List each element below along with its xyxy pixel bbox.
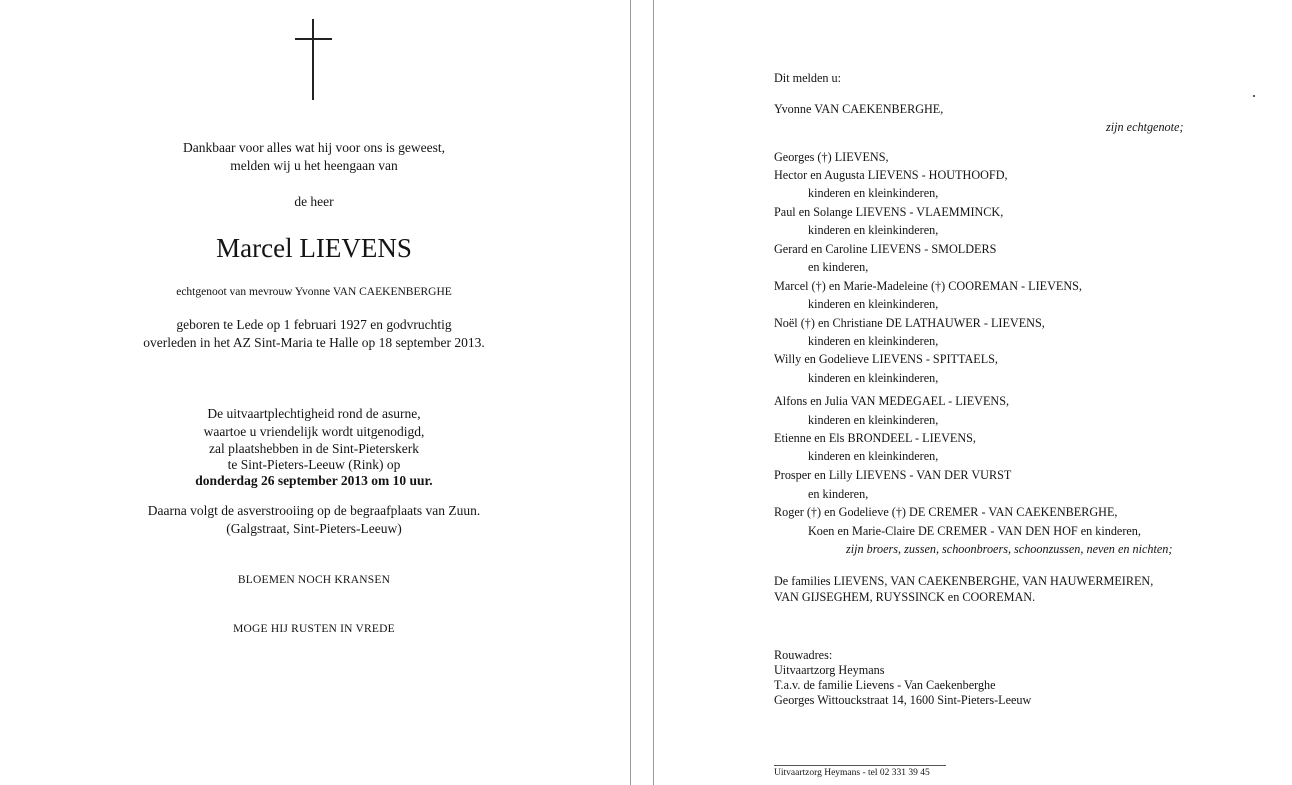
scan-speck bbox=[1253, 95, 1255, 97]
family-descendants: kinderen en kleinkinderen, bbox=[808, 449, 939, 463]
family-descendants: kinderen en kleinkinderen, bbox=[808, 371, 939, 385]
cross-icon bbox=[312, 19, 314, 100]
after-line: Daarna volgt de asverstrooiing op de begraafplaats van Zuun. bbox=[147, 503, 481, 518]
birth-line: geboren te Lede op 1 februari 1927 en godvruchtig bbox=[176, 317, 452, 332]
address-line: T.a.v. de familie Lievens - Van Caekenberghe bbox=[774, 678, 996, 692]
family-descendants: en kinderen, bbox=[808, 260, 869, 274]
intro-line: melden wij u het heengaan van bbox=[230, 158, 398, 173]
after-line: (Galgstraat, Sint-Pieters-Leeuw) bbox=[226, 521, 402, 536]
family-member: Alfons en Julia VAN MEDEGAEL - LIEVENS, bbox=[774, 394, 1010, 408]
family-role: zijn broers, zussen, schoonbroers, schoonzussen, neven en nichten; bbox=[846, 542, 1173, 556]
spouse-line: echtgenoot van mevrouw Yvonne VAN CAEKENBERGHE bbox=[176, 286, 452, 298]
death-line: overleden in het AZ Sint-Maria te Halle op 18 september 2013. bbox=[143, 335, 485, 350]
intro-line: Dankbaar voor alles wat hij voor ons is geweest, bbox=[182, 140, 446, 155]
family-descendants: kinderen en kleinkinderen, bbox=[808, 334, 939, 348]
family-descendants: en kinderen, bbox=[808, 487, 869, 501]
family-member: Georges (†) LIEVENS, bbox=[774, 150, 889, 164]
fold-line bbox=[630, 0, 631, 785]
family-member: Roger (†) en Godelieve (†) DE CREMER - VAN CAEKENBERGHE, bbox=[774, 505, 1118, 519]
family-member: Willy en Godelieve LIEVENS - SPITTAELS, bbox=[774, 352, 998, 366]
ceremony-line: De uitvaartplechtigheid rond de asurne, bbox=[207, 406, 421, 421]
family-member: Marcel (†) en Marie-Madeleine (†) COOREMAN - LIEVENS, bbox=[774, 279, 1082, 293]
family-descendants: Koen en Marie-Claire DE CREMER - VAN DEN HOF en kinderen, bbox=[808, 524, 1141, 538]
address-label: Rouwadres: bbox=[774, 648, 833, 662]
honorific: de heer bbox=[294, 194, 334, 209]
fold-line bbox=[653, 0, 654, 785]
announcement-heading: Dit melden u: bbox=[774, 71, 842, 85]
families-line: VAN GIJSEGHEM, RUYSSINCK en COOREMAN. bbox=[774, 590, 1036, 604]
left-page bbox=[0, 0, 628, 785]
families-line: De families LIEVENS, VAN CAEKENBERGHE, VAN HAUWERMEIREN, bbox=[774, 574, 1154, 588]
family-descendants: kinderen en kleinkinderen, bbox=[808, 297, 939, 311]
flowers-notice: BLOEMEN NOCH KRANSEN bbox=[237, 574, 391, 586]
family-member: Etienne en Els BRONDEEL - LIEVENS, bbox=[774, 431, 976, 445]
family-descendants: kinderen en kleinkinderen, bbox=[808, 186, 939, 200]
family-descendants: kinderen en kleinkinderen, bbox=[808, 413, 939, 427]
cross-icon-bar bbox=[295, 38, 332, 40]
deceased-name: Marcel LIEVENS bbox=[216, 233, 412, 263]
ceremony-line: zal plaatshebben in de Sint-Pieterskerk bbox=[209, 441, 419, 456]
family-member: Paul en Solange LIEVENS - VLAEMMINCK, bbox=[774, 205, 1004, 219]
family-descendants: kinderen en kleinkinderen, bbox=[808, 223, 939, 237]
wife-name: Yvonne VAN CAEKENBERGHE, bbox=[774, 102, 944, 116]
family-member: Noël (†) en Christiane DE LATHAUWER - LIEVENS, bbox=[774, 316, 1045, 330]
family-member: Hector en Augusta LIEVENS - HOUTHOOFD, bbox=[774, 168, 1008, 182]
wife-role: zijn echtgenote; bbox=[1106, 120, 1184, 134]
rest-in-peace: MOGE HIJ RUSTEN IN VREDE bbox=[233, 623, 395, 635]
ceremony-line: te Sint-Pieters-Leeuw (Rink) op bbox=[227, 457, 401, 472]
family-member: Prosper en Lilly LIEVENS - VAN DER VURST bbox=[774, 468, 1012, 482]
address-line: Uitvaartzorg Heymans bbox=[774, 663, 885, 677]
address-line: Georges Wittouckstraat 14, 1600 Sint-Pieters-Leeuw bbox=[774, 693, 1032, 707]
ceremony-date: donderdag 26 september 2013 om 10 uur. bbox=[195, 473, 433, 488]
footer-contact: Uitvaartzorg Heymans - tel 02 331 39 45 bbox=[774, 768, 930, 778]
family-member: Gerard en Caroline LIEVENS - SMOLDERS bbox=[774, 242, 997, 256]
ceremony-line: waartoe u vriendelijk wordt uitgenodigd, bbox=[203, 424, 425, 439]
footer-rule bbox=[774, 765, 946, 766]
